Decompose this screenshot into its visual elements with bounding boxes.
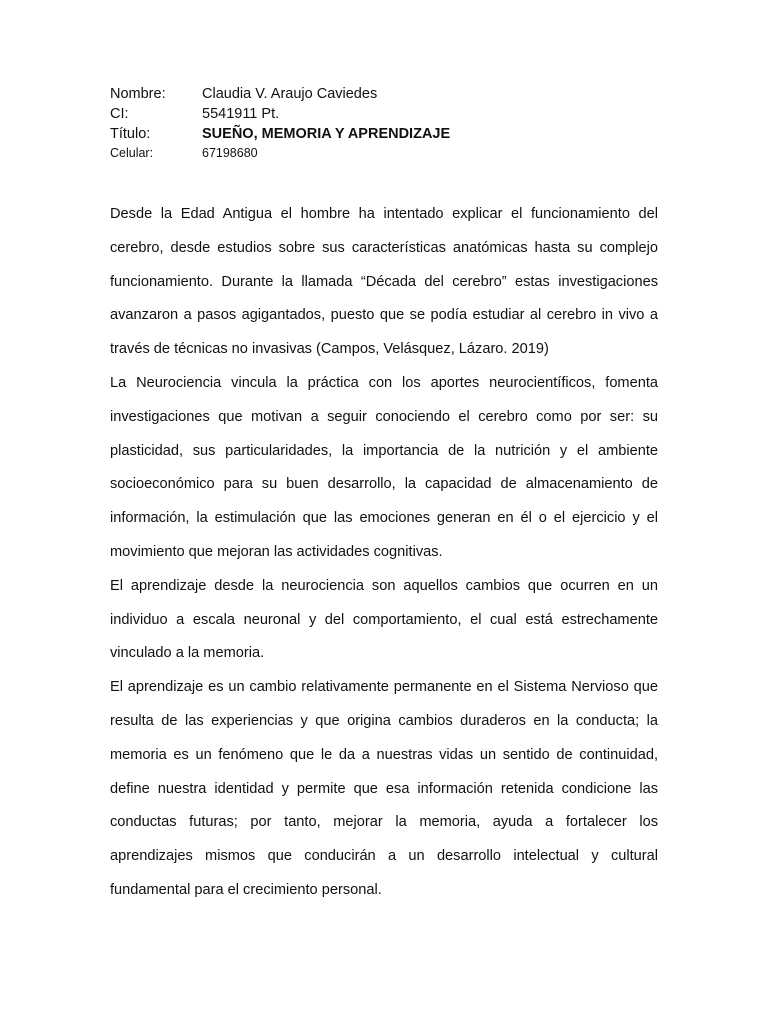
- paragraph-4: El aprendizaje es un cambio relativamente permanente en el Sistema Nervioso que resulta de las experiencias y que origina cambios duraderos en la conducta; la memoria es un fenómeno que le da a nuestras vidas un sentido de continuidad, define nuestra identidad y permite que esa información retenida condicione las conductas futuras; por tanto, mejorar la memoria, ayuda a fortalecer los aprendizajes mismos que conducirán a un desarrollo intelectual y cultural fundamental para el crecimiento personal.: [110, 679, 658, 898]
- paragraph-2: La Neurociencia vincula la práctica con los aportes neurocientíficos, fomenta investigaciones que motivan a seguir conociendo el cerebro como por ser: su plasticidad, sus particularidades, la importancia de la nutrición y el ambiente socioeconómico para su buen desarrollo, la capacidad de almacenamiento de información, la estimulación que las emociones generan en él o el ejercicio y el movimiento que mejoran las actividades cognitivas.: [110, 374, 658, 560]
- phone-value: 67198680: [202, 146, 258, 160]
- name-label: Nombre:: [110, 86, 166, 102]
- ci-value: 5541911 Pt.: [202, 106, 280, 122]
- ci-label: CI:: [110, 106, 129, 122]
- paragraph-3: El aprendizaje desde la neurociencia son aquellos cambios que ocurren en un individuo a escala neuronal y del comportamiento, el cual está estrechamente vinculado a la memoria.: [110, 577, 658, 662]
- document-title: SUEÑO, MEMORIA Y APRENDIZAJE: [202, 126, 451, 142]
- header-row-title: [110, 124, 670, 144]
- title-label: Título:: [110, 126, 151, 142]
- name-value: Claudia V. Araujo Caviedes: [202, 86, 378, 102]
- header-row-ci: [110, 104, 670, 124]
- document-header: [110, 84, 670, 162]
- header-row-phone: [110, 144, 670, 162]
- header-row-name: [110, 84, 670, 104]
- paragraph-1: Desde la Edad Antigua el hombre ha intentado explicar el funcionamiento del cerebro, desde estudios sobre sus características anatómicas hasta su complejo funcionamiento. Durante la llamada “Década del cerebro” estas investigaciones avanzaron a pasos agigantados, puesto que se podía estudiar al cerebro in vivo a través de técnicas no invasivas (Campos, Velásquez, Lázaro. 2019): [110, 206, 658, 358]
- phone-label: Celular:: [110, 146, 154, 160]
- document-body: [110, 198, 658, 908]
